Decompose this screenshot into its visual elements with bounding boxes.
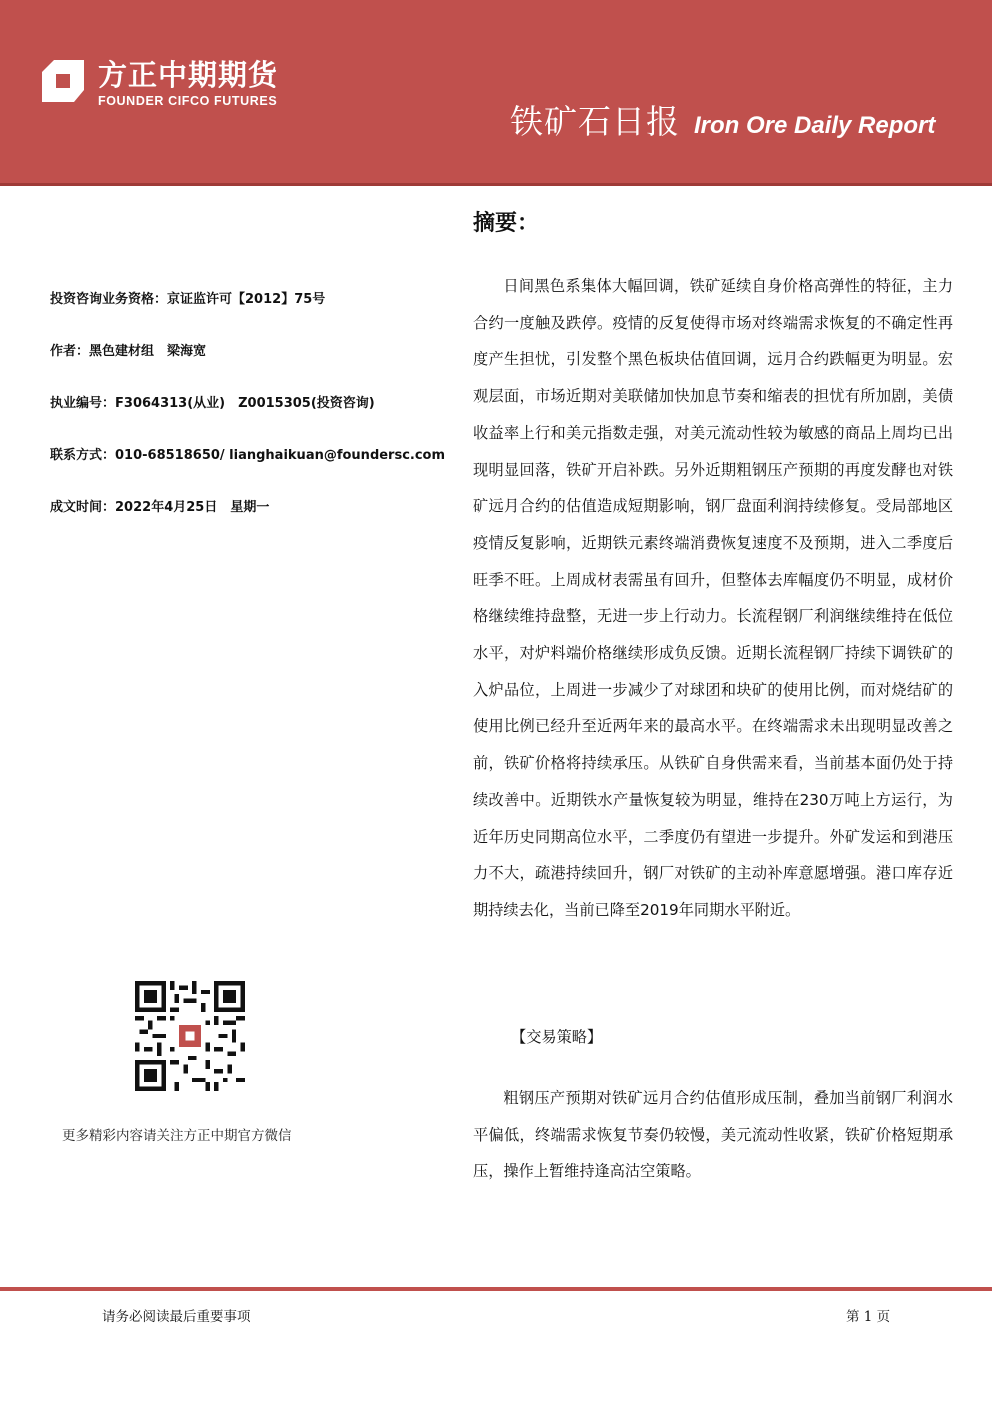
page-number: 第 1 页: [846, 1309, 891, 1325]
report-title: [510, 100, 935, 148]
meta-label: 投资咨询业务资格：: [50, 292, 168, 307]
meta-value: 京证监许可【2012】75号: [167, 292, 326, 307]
meta-value: 010-68518650/ lianghaikuan@foundersc.com: [115, 448, 446, 463]
meta-value: 2022年4月25日 星期一: [115, 500, 270, 515]
meta-author: [50, 340, 206, 359]
meta-date: [50, 496, 269, 515]
logo-english-name: FOUNDER CIFCO FUTURES: [98, 94, 278, 108]
meta-label: 联系方式：: [50, 448, 116, 463]
qr-caption: 更多精彩内容请关注方正中期官方微信: [62, 1128, 292, 1144]
meta-value: F3064313(从业) Z0015305(投资咨询): [115, 396, 375, 411]
meta-label: 执业编号：: [50, 396, 116, 411]
summary-body: 日间黑色系集体大幅回调，铁矿延续自身价格高弹性的特征，主力合约一度触及跌停。疫情的反复使得市场对终端需求恢复的不确定性再度产生担忧，引发整个黑色板块估值回调，远月合约跌幅更为明显。宏观层面，市场近期对美联储加快加息节奏和缩表的担忧有所加剧，美债收益率上行和美元指数走强，对美元流动性较为敏感的商品上周均已出现明显回落，铁矿开启补跌。另外近期粗钢压产预期的再度发酵也对铁矿远月合约的估值造成短期影响，钢厂盘面利润持续修复。受局部地区疫情反复影响，近期铁元素终端消费恢复速度不及预期，进入二季度后旺季不旺。上周成材表需虽有回升，但整体去库幅度仍不明显，成材价格继续维持盘整，无进一步上行动力。长流程钢厂利润继续维持在低位水平，对炉料端价格继续形成负反馈。近期长流程钢厂持续下调铁矿的入炉品位，上周进一步减少了对球团和块矿的使用比例，而对烧结矿的使用比例已经升至近两年来的最高水平。在终端需求未出现明显改善之前，铁矿价格将持续承压。从铁矿自身供需来看，当前基本面仍处于持续改善中。近期铁水产量恢复较为明显，维持在230万吨上方运行，为近年历史同期高位水平，二季度仍有望进一步提升。外矿发运和到港压力不大，疏港持续回升，钢厂对铁矿的主动补库意愿增强。港口库存近期持续去化，当前已降至2019年同期水平附近。: [473, 277, 953, 919]
summary-title: 摘要：: [473, 211, 540, 236]
meta-license-number: [50, 392, 375, 411]
meta-qualification: [50, 288, 325, 307]
report-title-english: Iron Ore Daily Report: [694, 112, 936, 139]
meta-label: 成文时间：: [50, 500, 116, 515]
meta-contact: [50, 444, 445, 463]
footer-disclaimer-note: 请务必阅读最后重要事项: [102, 1309, 251, 1325]
strategy-heading: 【交易策略】: [511, 1028, 603, 1046]
report-title-chinese: 铁矿石日报: [510, 102, 680, 141]
footer-divider: [0, 1287, 992, 1291]
header-divider: [0, 183, 992, 186]
qr-code-icon: [135, 981, 245, 1091]
meta-value: 黑色建材组 梁海宽: [89, 344, 207, 359]
meta-label: 作者：: [50, 344, 90, 359]
strategy-body: 粗钢压产预期对铁矿远月合约估值形成压制，叠加当前钢厂利润水平偏低，终端需求恢复节奏仍较慢，美元流动性收紧，铁矿价格短期承压，操作上暂维持逢高沽空策略。: [473, 1089, 953, 1181]
founder-logo-icon: [40, 58, 86, 104]
logo-chinese-name: 方正中期期货: [98, 58, 279, 92]
header-banner: [0, 0, 992, 183]
